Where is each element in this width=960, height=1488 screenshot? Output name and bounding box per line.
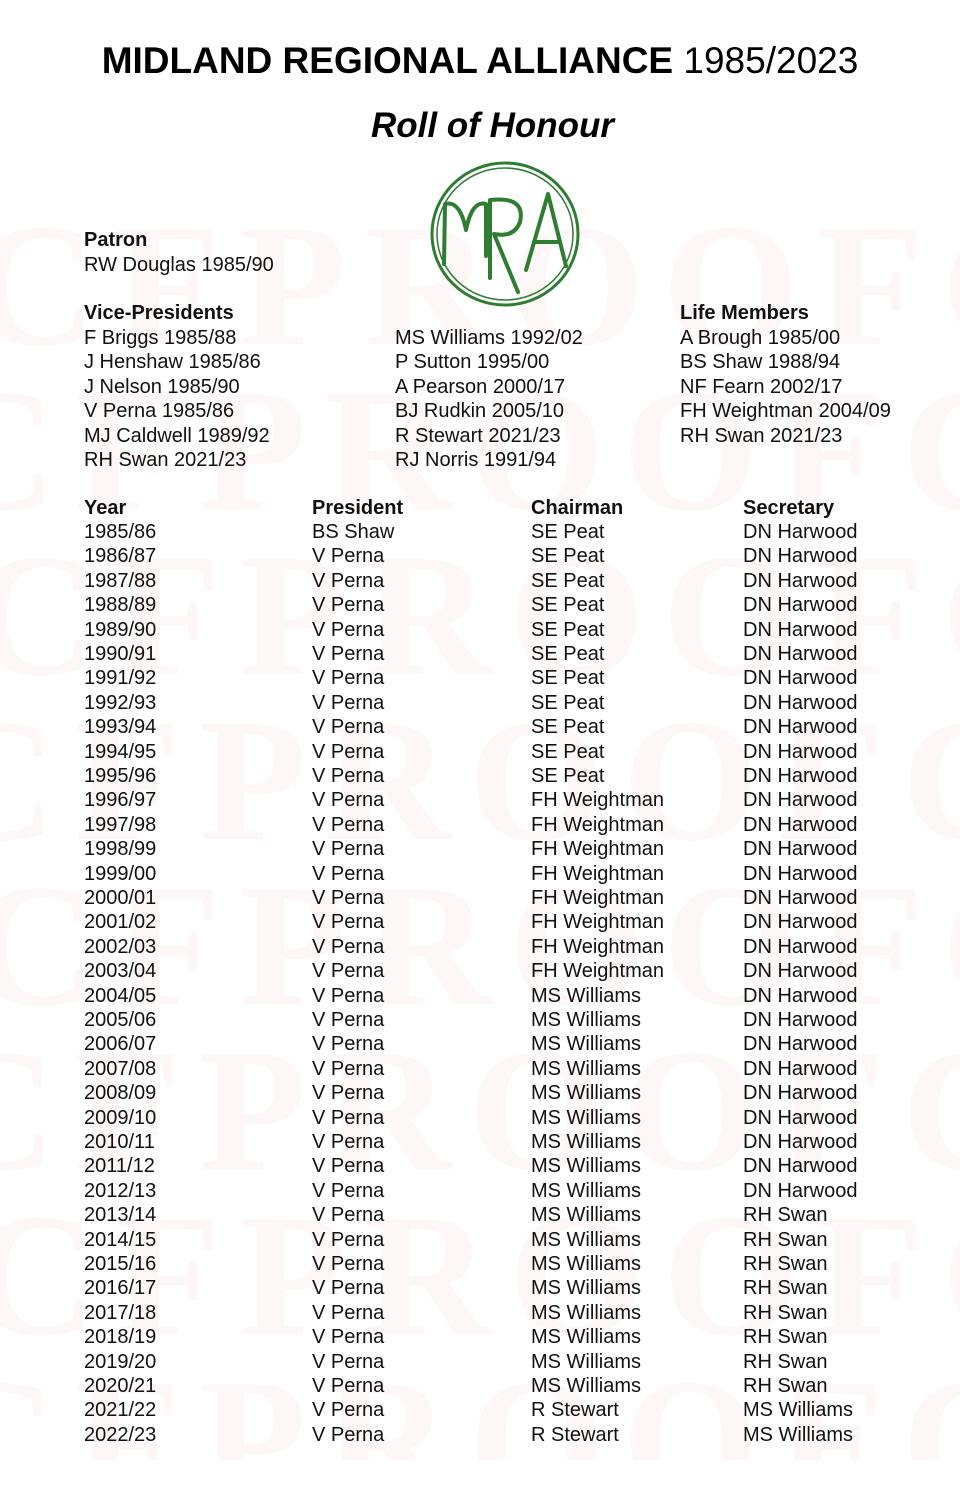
title-organisation: MIDLAND REGIONAL ALLIANCE (101, 40, 674, 81)
page-subtitle: Roll of Honour (370, 106, 614, 145)
president-cell: V Perna (312, 545, 385, 568)
chairman-cell: SE Peat (531, 569, 605, 592)
secretary-cell: DN Harwood (743, 813, 858, 836)
vice-president-entry: F Briggs 1985/88 (84, 327, 237, 349)
year-cell: 1998/99 (84, 838, 157, 861)
vice-president-entry: A Pearson 2000/17 (395, 375, 566, 398)
secretary-cell: RH Swan (743, 1228, 828, 1251)
president-cell: V Perna (312, 1423, 385, 1446)
page-title (0, 40, 960, 82)
life-member-entry: BS Shaw 1988/94 (680, 351, 841, 374)
secretary-cell: RH Swan (743, 1301, 828, 1324)
year-cell: 2021/22 (84, 1399, 157, 1422)
year-cell: 2005/06 (84, 1009, 157, 1031)
chairman-cell: R Stewart (531, 1423, 619, 1446)
chairman-cell: SE Peat (531, 716, 605, 739)
chairman-cell: MS Williams (531, 1301, 641, 1324)
year-cell: 1995/96 (84, 765, 157, 787)
vice-president-entry: J Nelson 1985/90 (84, 375, 240, 398)
chairman-cell: FH Weightman (531, 935, 665, 958)
year-cell: 1990/91 (84, 643, 157, 665)
president-cell: V Perna (312, 1033, 385, 1056)
president-cell: V Perna (312, 1009, 385, 1031)
secretary-cell: DN Harwood (743, 984, 858, 1007)
secretary-cell: DN Harwood (743, 862, 858, 885)
secretary-cell: DN Harwood (743, 789, 858, 812)
president-cell: V Perna (312, 789, 385, 812)
year-cell: 2012/13 (84, 1179, 157, 1202)
life-member-entry: NF Fearn 2002/17 (680, 375, 843, 398)
president-cell: V Perna (312, 1301, 385, 1324)
chairman-cell: FH Weightman (531, 960, 665, 983)
chairman-cell: SE Peat (531, 521, 605, 543)
president-cell: V Perna (312, 740, 385, 763)
president-cell: V Perna (312, 911, 385, 934)
year-cell: 1994/95 (84, 740, 157, 763)
secretary-cell: DN Harwood (743, 716, 858, 739)
year-cell: 2013/14 (84, 1204, 157, 1227)
secretary-cell: DN Harwood (743, 618, 858, 641)
column-header-president: President (312, 497, 404, 519)
secretary-cell: DN Harwood (743, 765, 858, 787)
vice-presidents-heading: Vice-Presidents (84, 302, 234, 324)
secretary-cell: RH Swan (743, 1326, 828, 1349)
chairman-cell: MS Williams (531, 984, 641, 1007)
year-cell: 2016/17 (84, 1277, 157, 1300)
year-cell: 2022/23 (84, 1423, 157, 1446)
secretary-cell: DN Harwood (743, 545, 858, 568)
vice-president-entry: J Henshaw 1985/86 (84, 351, 261, 374)
chairman-cell: MS Williams (531, 1228, 641, 1251)
chairman-cell: MS Williams (531, 1057, 641, 1080)
vice-president-entry: MS Williams 1992/02 (395, 327, 583, 349)
year-cell: 2009/10 (84, 1106, 157, 1129)
year-cell: 1996/97 (84, 789, 157, 812)
chairman-cell: SE Peat (531, 691, 605, 714)
secretary-cell: MS Williams (743, 1399, 853, 1422)
secretary-cell: DN Harwood (743, 1106, 858, 1129)
year-cell: 2015/16 (84, 1253, 157, 1275)
secretary-cell: DN Harwood (743, 960, 858, 983)
president-cell: V Perna (312, 1375, 385, 1397)
year-cell: 2014/15 (84, 1228, 157, 1251)
vice-president-entry: RJ Norris 1991/94 (395, 449, 557, 471)
chairman-cell: MS Williams (531, 1131, 641, 1153)
president-cell: V Perna (312, 1106, 385, 1129)
chairman-cell: FH Weightman (531, 862, 665, 885)
president-cell: V Perna (312, 1326, 385, 1349)
title-years: 1985/2023 (683, 40, 859, 81)
year-cell: 2018/19 (84, 1326, 157, 1349)
life-member-entry: RH Swan 2021/23 (680, 424, 843, 447)
vice-president-entry: BJ Rudkin 2005/10 (395, 400, 565, 423)
president-cell: V Perna (312, 765, 385, 787)
chairman-cell: FH Weightman (531, 789, 665, 812)
year-cell: 2006/07 (84, 1033, 157, 1056)
secretary-cell: DN Harwood (743, 1033, 858, 1056)
life-members-heading: Life Members (680, 302, 809, 324)
year-cell: 1993/94 (84, 716, 157, 739)
secretary-cell: RH Swan (743, 1204, 828, 1227)
chairman-cell: MS Williams (531, 1082, 641, 1105)
president-cell: V Perna (312, 569, 385, 592)
chairman-cell: MS Williams (531, 1253, 641, 1275)
year-cell: 1988/89 (84, 594, 157, 617)
president-cell: V Perna (312, 1277, 385, 1300)
secretary-cell: DN Harwood (743, 594, 858, 617)
president-cell: V Perna (312, 1204, 385, 1227)
secretary-cell: RH Swan (743, 1253, 828, 1275)
president-cell: V Perna (312, 1253, 385, 1275)
secretary-cell: DN Harwood (743, 1155, 858, 1178)
president-cell: V Perna (312, 1082, 385, 1105)
chairman-cell: FH Weightman (531, 887, 665, 909)
chairman-cell: MS Williams (531, 1350, 641, 1373)
year-cell: 2010/11 (84, 1131, 155, 1153)
secretary-cell: DN Harwood (743, 887, 858, 909)
secretary-cell: RH Swan (743, 1277, 828, 1300)
chairman-cell: FH Weightman (531, 911, 665, 934)
secretary-cell: DN Harwood (743, 691, 858, 714)
president-cell: V Perna (312, 813, 385, 836)
column-header-year: Year (84, 497, 127, 519)
vice-president-entry: RH Swan 2021/23 (84, 449, 247, 471)
chairman-cell: SE Peat (531, 667, 605, 690)
life-member-entry: FH Weightman 2004/09 (680, 400, 891, 423)
secretary-cell: DN Harwood (743, 1057, 858, 1080)
secretary-cell: RH Swan (743, 1350, 828, 1373)
secretary-cell: DN Harwood (743, 1131, 858, 1153)
column-header-chairman: Chairman (531, 497, 624, 519)
year-cell: 1999/00 (84, 862, 157, 885)
president-cell: V Perna (312, 1179, 385, 1202)
chairman-cell: MS Williams (531, 1155, 641, 1178)
president-cell: V Perna (312, 887, 385, 909)
chairman-cell: MS Williams (531, 1277, 641, 1300)
secretary-cell: DN Harwood (743, 740, 858, 763)
year-cell: 2002/03 (84, 935, 157, 958)
president-cell: V Perna (312, 1155, 385, 1178)
chairman-cell: MS Williams (531, 1204, 641, 1227)
secretary-cell: DN Harwood (743, 1082, 858, 1105)
patron-entry: RW Douglas 1985/90 (84, 254, 274, 276)
president-cell: V Perna (312, 1131, 385, 1153)
chairman-cell: SE Peat (531, 618, 605, 641)
president-cell: V Perna (312, 1399, 385, 1422)
chairman-cell: MS Williams (531, 1326, 641, 1349)
vice-president-entry: MJ Caldwell 1989/92 (84, 424, 270, 447)
year-cell: 2019/20 (84, 1350, 157, 1373)
column-header-secretary: Secretary (743, 497, 835, 519)
president-cell: V Perna (312, 667, 385, 690)
chairman-cell: SE Peat (531, 765, 605, 787)
year-cell: 2004/05 (84, 984, 157, 1007)
year-cell: 2020/21 (84, 1375, 157, 1397)
chairman-cell: MS Williams (531, 1009, 641, 1031)
chairman-cell: FH Weightman (531, 838, 665, 861)
secretary-cell: RH Swan (743, 1375, 828, 1397)
year-cell: 2011/12 (84, 1155, 155, 1178)
secretary-cell: DN Harwood (743, 838, 858, 861)
year-cell: 2007/08 (84, 1057, 157, 1080)
president-cell: V Perna (312, 1228, 385, 1251)
chairman-cell: SE Peat (531, 740, 605, 763)
chairman-cell: SE Peat (531, 545, 605, 568)
president-cell: BS Shaw (312, 521, 395, 543)
year-cell: 2000/01 (84, 887, 157, 909)
president-cell: V Perna (312, 1350, 385, 1373)
year-cell: 1986/87 (84, 545, 157, 568)
chairman-cell: R Stewart (531, 1399, 619, 1422)
secretary-cell: DN Harwood (743, 911, 858, 934)
secretary-cell: DN Harwood (743, 521, 858, 543)
secretary-cell: DN Harwood (743, 569, 858, 592)
president-cell: V Perna (312, 618, 385, 641)
president-cell: V Perna (312, 862, 385, 885)
chairman-cell: SE Peat (531, 643, 605, 665)
life-member-entry: A Brough 1985/00 (680, 327, 841, 349)
secretary-cell: DN Harwood (743, 1179, 858, 1202)
president-cell: V Perna (312, 1057, 385, 1080)
year-cell: 2008/09 (84, 1082, 157, 1105)
mra-logo-icon (428, 160, 582, 308)
chairman-cell: SE Peat (531, 594, 605, 617)
vice-president-entry: P Sutton 1995/00 (395, 351, 550, 374)
year-cell: 1991/92 (84, 667, 157, 690)
president-cell: V Perna (312, 838, 385, 861)
year-cell: 1985/86 (84, 521, 157, 543)
president-cell: V Perna (312, 960, 385, 983)
year-cell: 1987/88 (84, 569, 157, 592)
year-cell: 1997/98 (84, 813, 157, 836)
year-cell: 2003/04 (84, 960, 157, 983)
year-cell: 2017/18 (84, 1301, 157, 1324)
secretary-cell: DN Harwood (743, 667, 858, 690)
year-cell: 1989/90 (84, 618, 157, 641)
chairman-cell: MS Williams (531, 1179, 641, 1202)
secretary-cell: MS Williams (743, 1423, 853, 1446)
president-cell: V Perna (312, 984, 385, 1007)
vice-president-entry: V Perna 1985/86 (84, 400, 235, 423)
secretary-cell: DN Harwood (743, 643, 858, 665)
secretary-cell: DN Harwood (743, 1009, 858, 1031)
patron-heading: Patron (84, 229, 148, 251)
chairman-cell: MS Williams (531, 1375, 641, 1397)
president-cell: V Perna (312, 716, 385, 739)
president-cell: V Perna (312, 594, 385, 617)
president-cell: V Perna (312, 643, 385, 665)
chairman-cell: MS Williams (531, 1033, 641, 1056)
year-cell: 2001/02 (84, 911, 157, 934)
vice-president-entry: R Stewart 2021/23 (395, 424, 561, 447)
year-cell: 1992/93 (84, 691, 157, 714)
president-cell: V Perna (312, 935, 385, 958)
chairman-cell: MS Williams (531, 1106, 641, 1129)
secretary-cell: DN Harwood (743, 935, 858, 958)
chairman-cell: FH Weightman (531, 813, 665, 836)
president-cell: V Perna (312, 691, 385, 714)
